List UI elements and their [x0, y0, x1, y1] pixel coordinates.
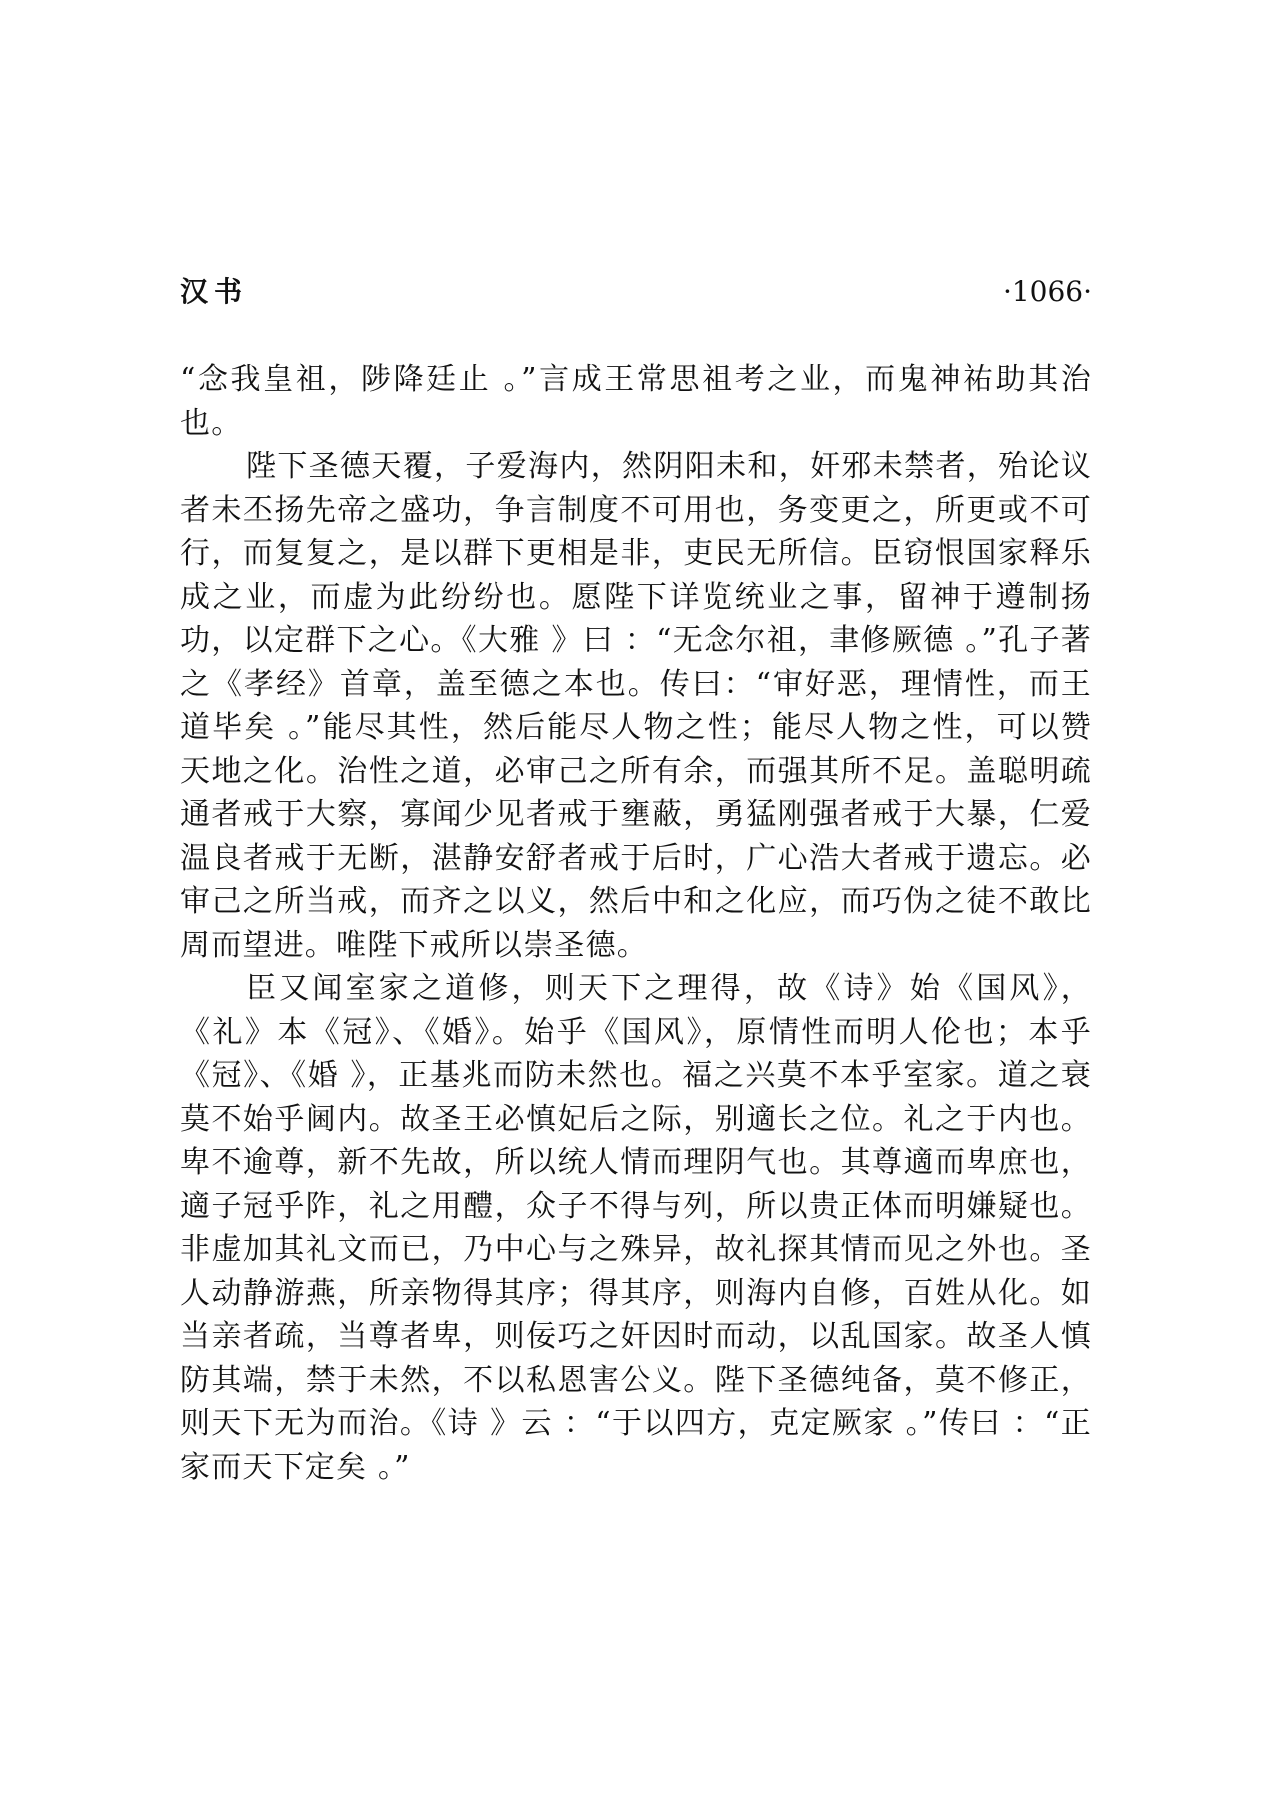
paragraph: 臣又闻室家之道修，则天下之理得，故《诗》始《国风》，《礼》本《冠》、《婚》。始乎《国风》，原情性而明人伦也；本乎《冠》、《婚 》，正基兆而防未然也。福之兴莫不本乎室家。道之衰莫不始乎阃内。故圣王必慎妃后之际，别適长之位。礼之于内也。卑不逾尊，新不先故，所以统人情而理阴气也。其尊適而卑庶也，適子冠乎阼，礼之用醴，众子不得与列，所以贵正体而明嫌疑也。非虚加其礼文而已，乃中心与之殊异，故礼探其情而见之外也。圣人动静游燕，所亲物得其序；得其序，则海内自修，百姓从化。如当亲者疏，当尊者卑，则佞巧之奸因时而动，以乱国家。故圣人慎防其端，禁于未然，不以私恩害公义。陛下圣德纯备，莫不修正，则天下无为而治。《诗 》云 ：“于以四方，克定厥家 。”传曰 ：“正家而天下定矣 。” — [180, 971, 1092, 1485]
paragraph: 陛下圣德天覆，子爱海内，然阴阳未和，奸邪未禁者，殆论议者未丕扬先帝之盛功，争言制度不可用也，务变更之，所更或不可行，而复复之，是以群下更相是非，吏民无所信。臣窃恨国家释乐成之业，而虚为此纷纷也。愿陛下详览统业之事，留神于遵制扬功，以定群下之心。《大雅 》曰 ：“无念尔祖，聿修厥德 。”孔子著之《孝经》首章，盖至德之本也。传曰：“审好恶，理情性，而王道毕矣 。”能尽其性，然后能尽人物之性；能尽人物之性，可以赞天地之化。治性之道，必审己之所有余，而强其所不足。盖聪明疏通者戒于大察，寡闻少见者戒于壅蔽，勇猛刚强者戒于大暴，仁爱温良者戒于无断，湛静安舒者戒于后时，广心浩大者戒于遗忘。必审己之所当戒，而齐之以义，然后中和之化应，而巧伪之徒不敢比周而望进。唯陛下戒所以崇圣德。 — [180, 449, 1092, 963]
paragraph-continued: “念我皇祖，陟降廷止 。”言成王常思祖考之业，而鬼神祐助其治也。 — [180, 362, 1092, 441]
body-text — [180, 358, 1092, 1489]
page-number: ·1066· — [1002, 275, 1092, 308]
page-header — [180, 270, 1092, 314]
book-title: 汉书 — [180, 275, 249, 308]
